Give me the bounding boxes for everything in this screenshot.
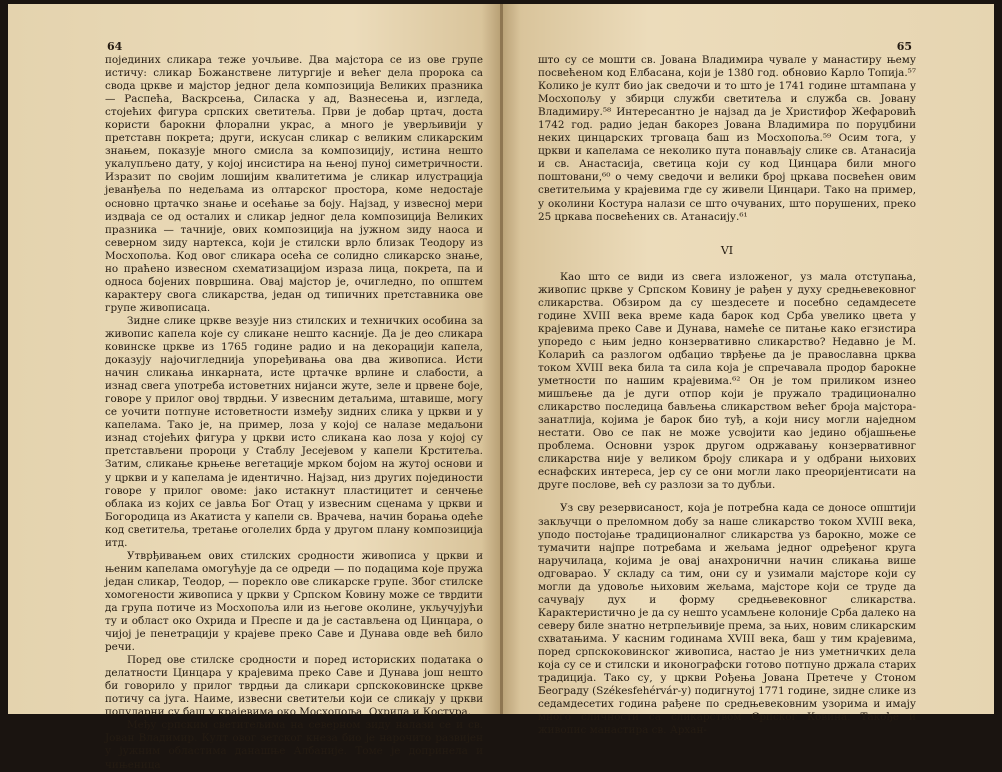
left-page [8, 4, 501, 771]
paragraph: што су се мошти св. Јована Владимира чувале у манастиру њему посвећеном код Елбасана, који је 1380 год. обновио Карло Топија.⁵⁷ Колико је култ био јак сведочи и то што је 1741 године штампана у Мосхопољу у збирци служби светитеља и служба св. Јовану Владимиру.⁵⁸ Интересантно је најзад да је Христифор Жефаровић 1742 год. радио један бакорез Јована Владимира по поруџбини неких цинцарских трговаца баш из Мосхопоља.⁵⁹ Осим тога, у цркви и капелама се неколико пута понављају слике св. Атанасија и св. Анастасија, светица који су код Цинцара били много поштовани,⁶⁰ о чему сведочи и велики број цркава посвећен овим светитељима у крајевима где су живели Цинцари. Тако на пример, у околини Костура налази се што очуваних, што порушених, преко 25 цркава посвећених св. Атанасију.⁶¹ [538, 54, 916, 223]
page-number-left: 64 [107, 40, 123, 53]
book-gutter [500, 4, 503, 714]
paragraph: Утврђивањем ових стилских сродности живописа у цркви и њеним капелама омогућује да се одреди — по подацима које пружа један сликар, Теодор, — порекло ове сликарске групе. Због стилске хомогености живописа у цркви у Српском Ковину може се тврдити да група потиче из Мосхопоља или из његове околине, укључујући ту и област око Охрида и Преспе и да је састављена од Цинцара, о чијој је пенетрацији у крајеве преко Саве и Дунава овде већ било речи. [105, 549, 483, 654]
paragraph: Као што се види из свега изложеног, уз мала отступања, живопис цркве у Српском Ковину је рађен у духу средњевековног сликарства. Обзиром да су шездесете и посебно седамдесете године XVIII века време када барок код Срба увелико цвета у крајевима преко Саве и Дунава, намеће се питање како егзистира упоредо с њим једно конзервативно сликарство? Недавно је М. Коларић са разлогом одбацио тврђење да је православна црква током XVIII века била та сила која је спречавала продор барокне уметности по нашим крајевима.⁶² Он је том приликом изнео мишљење да је дуги отпор који је пружало традиционално сликарство последица бављења сликарством већег броја мајстора-занатлија, којима је барок био туђ, а који нису могли наједном нестати. Ово се пак не може усвојити као једино објашњење проблема. Основни узрок другом одржавању конзервативног сликарства није у великом броју сликара и у одбрани њихових еснафских интереса, јер су се они могли лако преоријентисати на друге послове, већ су разлози за то дубљи. [538, 270, 916, 492]
paragraph: појединих сликара теже уочљиве. Два мајстора се из ове групе истичу: сликар Божанствене литургије и већег дела пророка са свода цркве и мајстор једног дела композиција Великих празника — Распећа, Васкрсења, Силаска у ад, Вазнесења и, изгледа, стојећих фигура српских светитеља. Први је добар цртач, доста користи барокни флорални украс, а много је уверљивији у претставн покрета; други, искусан сликар с великим сликарским знањем, показује много смисла за композицију, истина нешто укалупљено дату, у којој инсистира на њеној пуној симетричности. Изразит по својим лошијим квалитетима је сликар илустрација јеванђеља по недељама из олтарског простора, коме недостаје основно цртачко знање и осећање за боју. Најзад, у извесној мери издваја се од осталих и сликар једног дела композиција Великих празника — тачније, ових композиција на јужном зиду наоса и северном зиду нартекса, који је стилски врло близак Теодору из Мосхопоља. Код овог сликара осећа се солидно сликарско знање, но праћено извесном схематизацијом израза лица, покрета, па и односа бојених површина. Овај мајстор је, очигледно, по општем карактеру свога сликарства, један од типичних претставника ове групе живописаца. [105, 54, 483, 314]
paragraph-spacer [538, 492, 916, 502]
left-page-text [105, 54, 483, 772]
paragraph: Зидне слике цркве везује низ стилских и техничких особина за живопис капела које су сликане нешто касније. Да је део сликара ковинске цркве из 1765 године радио и на декорацији капела, доказују најочигледнија упоређивања ова два живописа. Исти начин сликања инкарната, исте цртачке врлине и слабости, а изнад свега употреба истоветних нијанси жуте, зеле и црвене боје, говоре у прилог овој тврдњи. У извесним детаљима, штавише, могу се уочити потпуне истоветности између зидних слика у цркви и у капелама. Тако је, на пример, лоза у којој се налазе медаљони изнад стојећих фигура у цркви исто сликана као лоза у којој су претстављени пророци у Стаблу Јесејевом у капели Крститеља. Затим, сликање крњење вегетације мрком бојом на жутој основи и у цркви и у капелама је идентично. Најзад, низ других појединости говоре у прилог овоме: јако истакнут пластицитет и сенчење облака из којих се јавља Бог Отац у извесним сценама у цркви и Богородица из Акатиста у капели св. Врачева, начин борања одеће код светитеља, третање оголелих брда у другом плану композиција итд. [105, 314, 483, 549]
right-page [501, 4, 994, 737]
paragraph: Уз сву резервисаност, која је потребна када се доносе општији закључци о преломном добу за наше сликарство током XVIII века, уподо постојање традиционалног сликарства уз барокно, може се тумачити најпре потребама и жељама једног одређеног круга наручилаца, којима је овај анахронични начин сликања више одговарао. У складу са тим, они су и узимали мајсторе који су могли да удовоље њиховим жељама, мајсторе који се труде да сачувају дух и форму средњевековног сликарства. Карактеристично је да су нешто усамљене колоније Срба далеко на северу биле знатно нетрпељивије према, за њих, новим сликарским схватањима. У касним годинама XVIII века, баш у тим крајевима, поред српскоковинског живописа, настао је низ уметничких дела која су се и стилски и иконографски готово потпуно држала старих традиција. Тако су, у цркви Рођења Јована Претече у Стоном Београду (Székesfehérvár-у) подигнутој 1771 године, зидне слике из седамдесетих година рађене по средњевековним узорима и имају много сличности са сликарством Српског Ковина. Такође и живопис манастира св. Архан- [538, 502, 916, 737]
right-page-text [538, 54, 916, 737]
paragraph: Поред ове стилске сродности и поред историских података о делатности Цинцара у крајевима преко Саве и Дунава још нешто би говорило у прилог тврдњи да сликари српскоковинске цркве потичу са југа. Наиме, извесни светитељи који се сликају у цркви популарни су баш у крајевима око Мосхопоља, Охрида и Костура. [105, 654, 483, 719]
section-heading: VI [720, 243, 734, 257]
book-spread [8, 4, 994, 771]
paragraph: Међу српским светитељима на северном зиду налази се и св. Јован Владимир. Култ овог зетског кнеза био је нарочито развијен у јужним областима данашње Албаније. Томе је допринела и чињеница [105, 719, 483, 771]
page-number-right: 65 [896, 40, 912, 53]
